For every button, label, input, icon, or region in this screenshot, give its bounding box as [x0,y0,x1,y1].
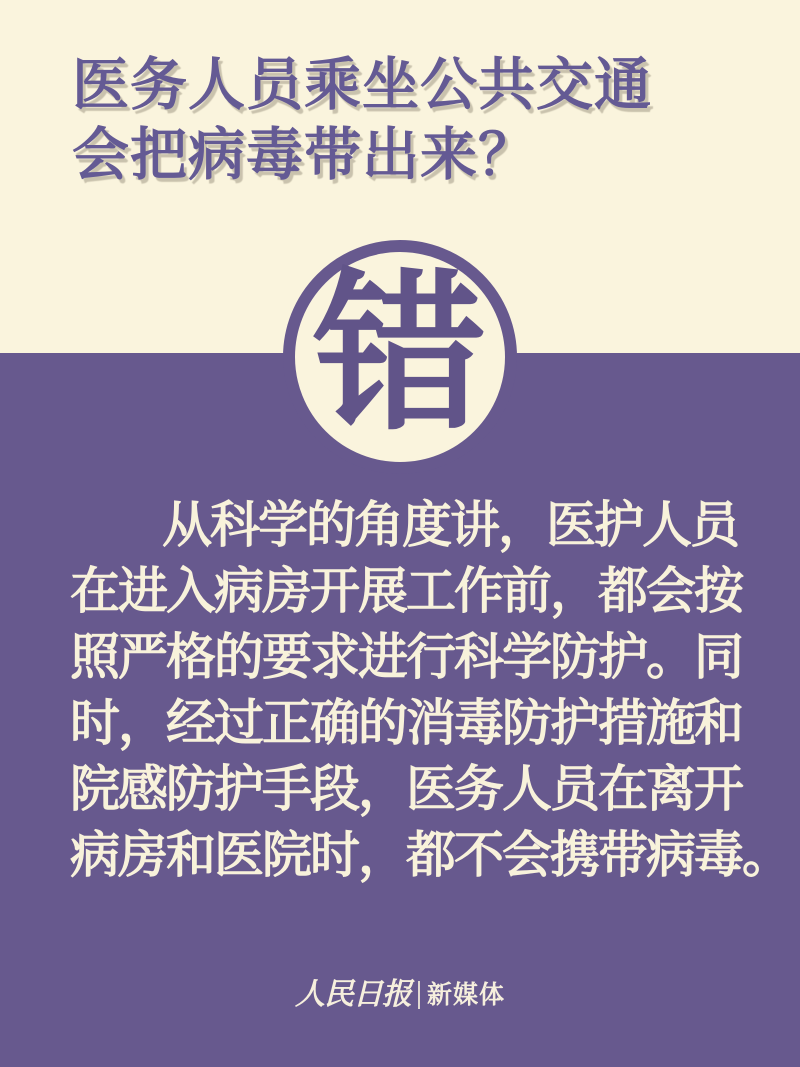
poster-title [72,50,752,190]
title-line-2: 会把病毒带出来？ [72,123,536,187]
logo-divider [418,981,420,1009]
title-line-1: 医务人员乘坐公共交通 [72,53,652,117]
body-line-1: 从科学的角度讲，医护人员 [162,495,738,554]
new-media-label: 新媒体 [426,981,505,1009]
body-line-6: 病房和医院时，都不会携带病毒。 [70,825,790,884]
peoples-daily-new-media-logo [0,978,800,1012]
verdict-circle-badge [283,240,517,474]
body-line-3: 照严格的要求进行科学防护。同 [70,627,742,686]
body-line-4: 时，经过正确的消毒防护措施和 [70,693,742,752]
explanation-paragraph [70,492,790,888]
body-line-2: 在进入病房开展工作前，都会按 [70,561,742,620]
body-line-5: 院感防护手段，医务人员在离开 [70,759,742,818]
verdict-character-wrong: 错 [314,251,486,454]
peoples-daily-wordmark: 人民日报 [294,977,411,1012]
